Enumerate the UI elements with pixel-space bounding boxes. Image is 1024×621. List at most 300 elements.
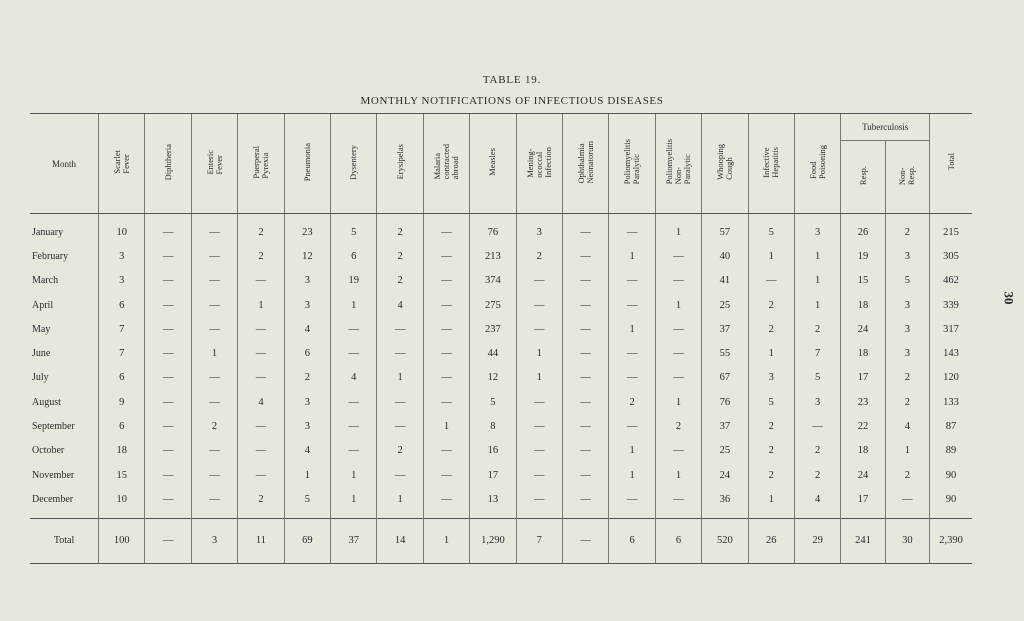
value-cell: 3 xyxy=(885,293,929,317)
value-cell: 18 xyxy=(841,293,885,317)
value-cell: — xyxy=(655,341,701,365)
value-cell: — xyxy=(609,293,655,317)
value-cell: 76 xyxy=(470,214,516,245)
value-cell: 317 xyxy=(930,317,972,341)
value-cell: 1 xyxy=(377,487,423,518)
value-cell: — xyxy=(748,269,794,293)
value-cell: 10 xyxy=(99,487,145,518)
month-cell: April xyxy=(32,299,54,311)
value-cell: 89 xyxy=(930,439,972,463)
value-cell: 2 xyxy=(377,269,423,293)
total-value-cell: 37 xyxy=(331,518,377,563)
total-value-cell: 26 xyxy=(748,518,794,563)
value-cell: 41 xyxy=(702,269,748,293)
value-cell: — xyxy=(562,439,608,463)
value-cell: 4 xyxy=(284,317,330,341)
value-cell: 17 xyxy=(841,487,885,518)
value-cell: — xyxy=(238,414,284,438)
table-row xyxy=(30,214,972,245)
value-cell: 3 xyxy=(516,214,562,245)
value-cell: — xyxy=(423,214,469,245)
value-cell: — xyxy=(562,214,608,245)
disease-header: Infective Hepatitis xyxy=(748,114,794,214)
value-cell: 67 xyxy=(702,366,748,390)
total-value-cell: 100 xyxy=(99,518,145,563)
month-cell: November xyxy=(32,469,75,481)
disease-header: Malaria contracted abroad xyxy=(423,114,469,214)
value-cell: 10 xyxy=(99,214,145,245)
notifications-table xyxy=(30,113,972,564)
value-cell: 1 xyxy=(609,317,655,341)
disease-header: Scarlet Fever xyxy=(99,114,145,214)
value-cell: — xyxy=(191,214,237,245)
value-cell: — xyxy=(191,244,237,268)
table-row xyxy=(30,341,972,365)
value-cell: 4 xyxy=(331,366,377,390)
value-cell: — xyxy=(191,269,237,293)
tuberculosis-header: Tuberculosis xyxy=(841,114,930,141)
value-cell: — xyxy=(423,341,469,365)
value-cell: 3 xyxy=(748,366,794,390)
disease-header: Erysipelas xyxy=(377,114,423,214)
value-cell: 55 xyxy=(702,341,748,365)
value-cell: — xyxy=(145,439,191,463)
table-row xyxy=(30,463,972,487)
value-cell: 2 xyxy=(238,214,284,245)
table-body xyxy=(30,214,972,519)
total-value-cell: 1 xyxy=(423,518,469,563)
value-cell: 2 xyxy=(516,244,562,268)
value-cell: 305 xyxy=(930,244,972,268)
total-value-cell: 7 xyxy=(516,518,562,563)
value-cell: 4 xyxy=(885,414,929,438)
total-value-cell: 30 xyxy=(885,518,929,563)
value-cell: 25 xyxy=(702,439,748,463)
value-cell: 1 xyxy=(609,244,655,268)
value-cell: — xyxy=(516,269,562,293)
value-cell: 1 xyxy=(748,487,794,518)
value-cell: 275 xyxy=(470,293,516,317)
value-cell: 143 xyxy=(930,341,972,365)
disease-header: Mening- ococcal Infection xyxy=(516,114,562,214)
value-cell: — xyxy=(655,317,701,341)
value-cell: — xyxy=(562,487,608,518)
value-cell: 2 xyxy=(238,244,284,268)
value-cell: 37 xyxy=(702,317,748,341)
value-cell: — xyxy=(609,366,655,390)
value-cell: 6 xyxy=(99,414,145,438)
value-cell: 4 xyxy=(238,390,284,414)
value-cell: 2 xyxy=(238,487,284,518)
value-cell: 5 xyxy=(885,269,929,293)
value-cell: 2 xyxy=(284,366,330,390)
value-cell: — xyxy=(191,439,237,463)
value-cell: — xyxy=(423,293,469,317)
value-cell: — xyxy=(145,293,191,317)
value-cell: 133 xyxy=(930,390,972,414)
value-cell: 19 xyxy=(331,269,377,293)
value-cell: 6 xyxy=(331,244,377,268)
value-cell: — xyxy=(145,244,191,268)
value-cell: 5 xyxy=(748,214,794,245)
table-row xyxy=(30,244,972,268)
month-cell: June xyxy=(32,348,51,360)
value-cell: 1 xyxy=(794,244,840,268)
value-cell: 15 xyxy=(99,463,145,487)
month-cell: May xyxy=(32,323,51,335)
table-row xyxy=(30,487,972,518)
value-cell: 5 xyxy=(331,214,377,245)
value-cell: — xyxy=(377,390,423,414)
value-cell: 1 xyxy=(238,293,284,317)
value-cell: — xyxy=(145,463,191,487)
value-cell: — xyxy=(331,390,377,414)
value-cell: 15 xyxy=(841,269,885,293)
value-cell: — xyxy=(423,487,469,518)
value-cell: 6 xyxy=(99,293,145,317)
value-cell: 90 xyxy=(930,487,972,518)
value-cell: — xyxy=(655,269,701,293)
value-cell: — xyxy=(377,463,423,487)
value-cell: 1 xyxy=(748,244,794,268)
total-header: Total xyxy=(930,114,972,214)
value-cell: — xyxy=(562,293,608,317)
value-cell: 16 xyxy=(470,439,516,463)
header-row xyxy=(30,114,972,141)
value-cell: — xyxy=(885,487,929,518)
value-cell: 5 xyxy=(794,366,840,390)
value-cell: — xyxy=(516,414,562,438)
value-cell: 2 xyxy=(748,293,794,317)
value-cell: 18 xyxy=(99,439,145,463)
value-cell: — xyxy=(191,366,237,390)
value-cell: — xyxy=(238,341,284,365)
value-cell: — xyxy=(145,269,191,293)
value-cell: — xyxy=(516,463,562,487)
value-cell: 1 xyxy=(794,293,840,317)
value-cell: 18 xyxy=(841,341,885,365)
value-cell: — xyxy=(238,366,284,390)
page-number: 30 xyxy=(1001,291,1017,305)
month-cell: December xyxy=(32,493,74,505)
total-value-cell: — xyxy=(145,518,191,563)
value-cell: 17 xyxy=(841,366,885,390)
value-cell: — xyxy=(516,390,562,414)
value-cell: 374 xyxy=(470,269,516,293)
value-cell: — xyxy=(238,439,284,463)
disease-header: Enteric Fever xyxy=(191,114,237,214)
value-cell: — xyxy=(423,317,469,341)
value-cell: 1 xyxy=(655,214,701,245)
value-cell: 2 xyxy=(885,463,929,487)
value-cell: 2 xyxy=(377,244,423,268)
disease-header: Whooping Cough xyxy=(702,114,748,214)
value-cell: 1 xyxy=(609,439,655,463)
value-cell: 3 xyxy=(794,214,840,245)
value-cell: — xyxy=(191,317,237,341)
value-cell: 2 xyxy=(885,366,929,390)
value-cell: — xyxy=(377,317,423,341)
value-cell: — xyxy=(609,414,655,438)
value-cell: 24 xyxy=(702,463,748,487)
month-cell: February xyxy=(32,250,69,262)
value-cell: — xyxy=(145,487,191,518)
value-cell: — xyxy=(331,341,377,365)
value-cell: — xyxy=(423,463,469,487)
value-cell: — xyxy=(562,463,608,487)
disease-header: Measles xyxy=(470,114,516,214)
total-row-label: Total xyxy=(30,518,99,563)
value-cell: 7 xyxy=(99,341,145,365)
value-cell: 1 xyxy=(655,390,701,414)
value-cell: 8 xyxy=(470,414,516,438)
total-value-cell: — xyxy=(562,518,608,563)
value-cell: — xyxy=(331,414,377,438)
month-cell: March xyxy=(32,275,59,287)
value-cell: — xyxy=(562,390,608,414)
value-cell: — xyxy=(516,293,562,317)
value-cell: 4 xyxy=(284,439,330,463)
value-cell: — xyxy=(562,414,608,438)
total-value-cell: 241 xyxy=(841,518,885,563)
value-cell: 37 xyxy=(702,414,748,438)
total-value-cell: 6 xyxy=(609,518,655,563)
value-cell: — xyxy=(516,317,562,341)
value-cell: 120 xyxy=(930,366,972,390)
value-cell: 2 xyxy=(885,390,929,414)
disease-header: Diphtheria xyxy=(145,114,191,214)
table-row xyxy=(30,269,972,293)
value-cell: 24 xyxy=(841,317,885,341)
month-cell: January xyxy=(32,226,64,238)
value-cell: — xyxy=(423,366,469,390)
value-cell: 1 xyxy=(331,487,377,518)
value-cell: 23 xyxy=(841,390,885,414)
value-cell: 1 xyxy=(655,463,701,487)
value-cell: — xyxy=(377,341,423,365)
disease-header: Ophthalmia Neonatorum xyxy=(562,114,608,214)
value-cell: — xyxy=(191,293,237,317)
value-cell: 40 xyxy=(702,244,748,268)
value-cell: 213 xyxy=(470,244,516,268)
value-cell: 23 xyxy=(284,214,330,245)
value-cell: — xyxy=(145,214,191,245)
month-cell: September xyxy=(32,421,75,433)
value-cell: 1 xyxy=(331,293,377,317)
value-cell: 2 xyxy=(794,463,840,487)
value-cell: — xyxy=(562,317,608,341)
total-value-cell: 520 xyxy=(702,518,748,563)
value-cell: 1 xyxy=(284,463,330,487)
value-cell: — xyxy=(238,463,284,487)
table-row xyxy=(30,293,972,317)
value-cell: 339 xyxy=(930,293,972,317)
value-cell: 3 xyxy=(885,244,929,268)
total-value-cell: 2,390 xyxy=(930,518,972,563)
value-cell: — xyxy=(145,341,191,365)
value-cell: — xyxy=(516,487,562,518)
total-value-cell: 11 xyxy=(238,518,284,563)
value-cell: — xyxy=(145,390,191,414)
value-cell: 87 xyxy=(930,414,972,438)
total-value-cell: 29 xyxy=(794,518,840,563)
value-cell: 3 xyxy=(885,317,929,341)
value-cell: — xyxy=(794,414,840,438)
value-cell: — xyxy=(423,439,469,463)
value-cell: — xyxy=(191,463,237,487)
value-cell: 1 xyxy=(655,293,701,317)
month-cell: August xyxy=(32,396,61,408)
value-cell: — xyxy=(238,317,284,341)
value-cell: 3 xyxy=(885,341,929,365)
value-cell: 13 xyxy=(470,487,516,518)
value-cell: 12 xyxy=(284,244,330,268)
value-cell: — xyxy=(516,439,562,463)
value-cell: 18 xyxy=(841,439,885,463)
value-cell: 2 xyxy=(748,414,794,438)
value-cell: — xyxy=(655,439,701,463)
value-cell: 5 xyxy=(284,487,330,518)
value-cell: — xyxy=(423,269,469,293)
value-cell: — xyxy=(238,269,284,293)
disease-header: Puerperal Pyrexia xyxy=(238,114,284,214)
tb-resp-header: Resp. xyxy=(841,141,885,214)
total-value-cell: 14 xyxy=(377,518,423,563)
table-row xyxy=(30,439,972,463)
total-row xyxy=(30,518,972,563)
value-cell: 1 xyxy=(748,341,794,365)
value-cell: 36 xyxy=(702,487,748,518)
value-cell: 9 xyxy=(99,390,145,414)
value-cell: — xyxy=(562,269,608,293)
value-cell: — xyxy=(145,414,191,438)
value-cell: 3 xyxy=(794,390,840,414)
value-cell: — xyxy=(609,487,655,518)
disease-header: Food Poisoning xyxy=(794,114,840,214)
value-cell: — xyxy=(377,414,423,438)
value-cell: 237 xyxy=(470,317,516,341)
month-cell: July xyxy=(32,372,49,384)
value-cell: 1 xyxy=(794,269,840,293)
value-cell: 1 xyxy=(516,366,562,390)
value-cell: 22 xyxy=(841,414,885,438)
value-cell: 215 xyxy=(930,214,972,245)
value-cell: — xyxy=(145,317,191,341)
value-cell: — xyxy=(331,317,377,341)
value-cell: 5 xyxy=(748,390,794,414)
value-cell: 7 xyxy=(794,341,840,365)
value-cell: — xyxy=(562,366,608,390)
tb-nonresp-header: Non- Resp. xyxy=(885,141,929,214)
value-cell: 1 xyxy=(885,439,929,463)
value-cell: — xyxy=(562,341,608,365)
value-cell: — xyxy=(191,487,237,518)
value-cell: 6 xyxy=(99,366,145,390)
value-cell: 2 xyxy=(794,317,840,341)
disease-header: Dysentery xyxy=(331,114,377,214)
value-cell: 3 xyxy=(284,414,330,438)
value-cell: 2 xyxy=(377,439,423,463)
value-cell: — xyxy=(609,269,655,293)
total-value-cell: 6 xyxy=(655,518,701,563)
value-cell: 2 xyxy=(885,214,929,245)
value-cell: 1 xyxy=(516,341,562,365)
table-row xyxy=(30,414,972,438)
value-cell: 19 xyxy=(841,244,885,268)
disease-header: Pneumonia xyxy=(284,114,330,214)
value-cell: 1 xyxy=(377,366,423,390)
value-cell: 2 xyxy=(655,414,701,438)
value-cell: — xyxy=(609,341,655,365)
value-cell: 90 xyxy=(930,463,972,487)
value-cell: 2 xyxy=(191,414,237,438)
table-row xyxy=(30,390,972,414)
value-cell: — xyxy=(423,244,469,268)
value-cell: 3 xyxy=(284,293,330,317)
value-cell: 3 xyxy=(99,269,145,293)
value-cell: 12 xyxy=(470,366,516,390)
value-cell: — xyxy=(562,244,608,268)
table-row xyxy=(30,317,972,341)
value-cell: 24 xyxy=(841,463,885,487)
month-header: Month xyxy=(30,114,99,214)
value-cell: 1 xyxy=(423,414,469,438)
value-cell: 26 xyxy=(841,214,885,245)
value-cell: 3 xyxy=(284,269,330,293)
value-cell: 4 xyxy=(794,487,840,518)
value-cell: 462 xyxy=(930,269,972,293)
value-cell: 44 xyxy=(470,341,516,365)
value-cell: — xyxy=(331,439,377,463)
total-value-cell: 3 xyxy=(191,518,237,563)
value-cell: — xyxy=(423,390,469,414)
value-cell: 1 xyxy=(331,463,377,487)
value-cell: 3 xyxy=(284,390,330,414)
value-cell: 2 xyxy=(794,439,840,463)
month-cell: October xyxy=(32,445,65,457)
table-title: TABLE 19. xyxy=(482,74,542,86)
value-cell: 2 xyxy=(377,214,423,245)
value-cell: 1 xyxy=(609,463,655,487)
disease-header: Poliomyelitis Paralytic xyxy=(609,114,655,214)
value-cell: — xyxy=(145,366,191,390)
table-subtitle: MONTHLY NOTIFICATIONS OF INFECTIOUS DISEASES xyxy=(360,95,664,107)
value-cell: — xyxy=(655,487,701,518)
value-cell: 57 xyxy=(702,214,748,245)
value-cell: 76 xyxy=(702,390,748,414)
total-value-cell: 69 xyxy=(284,518,330,563)
value-cell: — xyxy=(655,244,701,268)
value-cell: 4 xyxy=(377,293,423,317)
total-value-cell: 1,290 xyxy=(470,518,516,563)
value-cell: 5 xyxy=(470,390,516,414)
value-cell: 17 xyxy=(470,463,516,487)
value-cell: 25 xyxy=(702,293,748,317)
value-cell: 6 xyxy=(284,341,330,365)
value-cell: 3 xyxy=(99,244,145,268)
value-cell: 7 xyxy=(99,317,145,341)
value-cell: — xyxy=(191,390,237,414)
value-cell: — xyxy=(609,214,655,245)
value-cell: 2 xyxy=(609,390,655,414)
value-cell: 2 xyxy=(748,463,794,487)
disease-header: Poliomyelitis Non- Paralytic xyxy=(655,114,701,214)
value-cell: 2 xyxy=(748,317,794,341)
value-cell: — xyxy=(655,366,701,390)
value-cell: 1 xyxy=(191,341,237,365)
table-row xyxy=(30,366,972,390)
value-cell: 2 xyxy=(748,439,794,463)
